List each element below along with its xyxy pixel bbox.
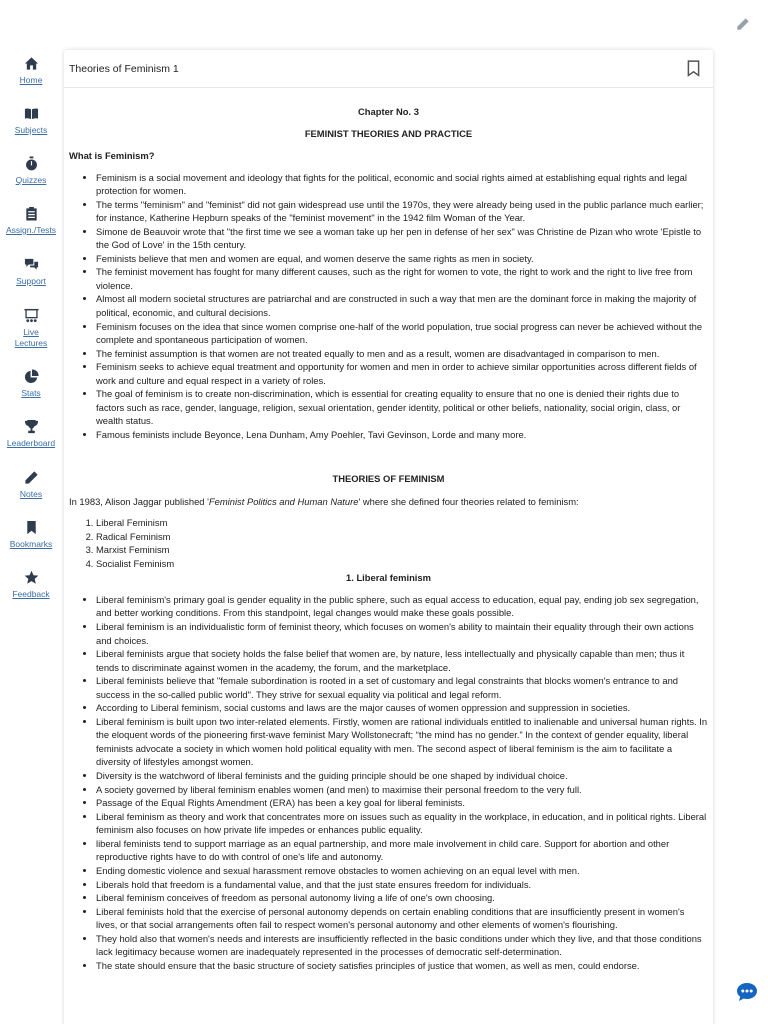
nav-item-bookmarks[interactable]	[0, 520, 62, 550]
list-item: • Liberal feminism is built upon two inter-related elements. Firstly, women are rational individuals entitled to inalienable and universal human rights. In the eloquent words of the pioneering first-wave feminist Mary Wollstonecraft; “the mind has no gender.” In the context of gender equality, liberal feminists advocate a society in which women hold political equality with men. The second aspect of liberal feminism is the aim to facilitate a diversity of lifestyles amongst women.	[96, 715, 708, 769]
card-header	[64, 50, 713, 88]
nav-label-bookmarks: Bookmarks	[9, 539, 53, 549]
list-item: • The state should ensure that the basic structure of society satisfies principles of justice that women, as well as men, could endorse.	[96, 959, 708, 973]
bookmark-icon	[24, 520, 39, 535]
list-item: • Feminists believe that men and women are equal, and women deserve the same rights as men in society.	[96, 252, 708, 266]
nav-label-live-lectures: Live Lectures	[14, 327, 48, 348]
list-item: • The feminist movement has fought for many different causes, such as the right for women to vote, the right to work and the right to live free from violence.	[96, 265, 708, 292]
list-item: 2. Radical Feminism	[96, 530, 708, 544]
nav-item-stats[interactable]	[0, 369, 62, 399]
list-item: • Famous feminists include Beyonce, Lena Dunham, Amy Poehler, Tavi Gevinson, Lorde and many more.	[96, 428, 708, 442]
stopwatch-icon	[24, 156, 39, 171]
pencil-icon	[24, 470, 39, 485]
nav-label-stats: Stats	[21, 388, 41, 398]
nav-item-leaderboard[interactable]	[0, 419, 62, 449]
nav-label-leaderboard: Leaderboard	[6, 438, 56, 448]
list-item: • A society governed by liberal feminism enables women (and men) to maximise their personal freedom to the very full.	[96, 783, 708, 797]
list-item: • Liberal feminists argue that society holds the false belief that women are, by nature, less intellectually and physically capable than men; thus it tends to discriminate against women in the academy, the forum, and the marketplace.	[96, 647, 708, 674]
what-is-feminism-list	[69, 171, 708, 442]
card-title: Theories of Feminism 1	[69, 62, 179, 75]
nav-label-quizzes: Quizzes	[15, 175, 47, 185]
nav-item-quizzes[interactable]	[0, 156, 62, 186]
nav-label-home: Home	[19, 75, 43, 85]
theories-intro	[69, 495, 708, 509]
trophy-icon	[24, 419, 39, 434]
list-item: 1. Liberal Feminism	[96, 516, 708, 530]
list-item: • Almost all modern societal structures are patriarchal and are constructed in such a way that men are the dominant force in making the majority of political, economic, and cultural decisions.	[96, 292, 708, 319]
liberal-feminism-heading: 1. Liberal feminism	[346, 572, 431, 584]
book-title: Feminist Politics and Human Nature	[208, 495, 359, 507]
chat-support-button[interactable]	[736, 982, 758, 1002]
list-item: • Feminism seeks to achieve equal treatment and opportunity for women and men in order to achieve similar opportunities across different fields of work and culture and equal respect in a variety of roles.	[96, 360, 708, 387]
nav-item-home[interactable]	[0, 56, 62, 86]
chapter-heading: Chapter No. 3	[358, 106, 419, 117]
chat-icon	[24, 257, 39, 272]
list-item: • Liberals hold that freedom is a fundamental value, and that the just state ensures freedom for individuals.	[96, 878, 708, 892]
nav-label-support: Support	[16, 276, 46, 286]
list-item: • Liberal feminism as theory and work that concentrates more on issues such as equality in the workplace, in education, and in political rights. Liberal feminism also focuses on how private life impedes or enhances public equality.	[96, 810, 708, 837]
list-item: • According to Liberal feminism, social customs and laws are the major causes of women oppression and suppression in societies.	[96, 701, 708, 715]
list-item: • Diversity is the watchword of liberal feminists and the guiding principle should be one shaped by individual choice.	[96, 769, 708, 783]
nav-item-notes[interactable]	[0, 470, 62, 500]
nav-item-subjects[interactable]	[0, 106, 62, 136]
presentation-icon	[24, 308, 39, 323]
liberal-feminism-list	[69, 593, 708, 973]
chat-bubble-icon	[736, 982, 758, 1002]
list-item: 3. Marxist Feminism	[96, 543, 708, 557]
pencil-icon	[736, 17, 750, 31]
document-card	[64, 50, 713, 1024]
clipboard-icon	[24, 206, 39, 221]
list-item: • Feminism focuses on the idea that since women comprise one-half of the world population, true social progress can never be achieved without the complete and spontaneous participation of women.	[96, 320, 708, 347]
nav-item-assign-tests[interactable]	[0, 206, 62, 236]
nav-label-subjects: Subjects	[14, 125, 48, 135]
document-content	[64, 88, 713, 972]
bookmark-outline-icon	[687, 60, 700, 77]
edit-button[interactable]	[736, 17, 752, 33]
list-item: • Liberal feminists hold that the exercise of personal autonomy depends on certain enabling conditions that are insufficiently present in women's lives, or that social arrangements often fail to respect women's personal autonomy and other elements of women's flourishing.	[96, 905, 708, 932]
list-item: • The goal of feminism is to create non-discrimination, which is essential for creating equality to ensure that no one is denied their rights due to factors such as race, gender, language, religion, sexual orientation, gender identity, political or other beliefs, nationality, social origin, class, or wealth status.	[96, 387, 708, 428]
nav-label-notes: Notes	[19, 489, 43, 499]
nav-label-assign-tests: Assign./Tests	[5, 225, 57, 235]
list-item: • Ending domestic violence and sexual harassment remove obstacles to women achieving on an equal level with men.	[96, 864, 708, 878]
list-item: • Liberal feminism is an individualistic form of feminist theory, which focuses on women's ability to maintain their equality through their own actions and choices.	[96, 620, 708, 647]
bookmark-button[interactable]	[687, 60, 701, 78]
nav-label-feedback: Feedback	[12, 589, 50, 599]
theories-heading: THEORIES OF FEMINISM	[332, 473, 445, 485]
list-item: • Liberal feminism conceives of freedom as personal autonomy living a life of one's own choosing.	[96, 891, 708, 905]
list-item: • The feminist assumption is that women are not treated equally to men and as a result, women are disadvantaged in comparison to men.	[96, 347, 708, 361]
what-is-feminism-heading: What is Feminism?	[69, 150, 155, 161]
list-item: • Feminism is a social movement and ideology that fights for the political, economic and social rights aimed at establishing equal rights and legal protection for women.	[96, 171, 708, 198]
book-icon	[24, 106, 39, 121]
list-item: • Liberal feminists believe that "female subordination is rooted in a set of customary and legal constraints that blocks women's entrance to and success in the so-called public world". They strive for sexual equality via political and legal reform.	[96, 674, 708, 701]
intro-text-end: ' where she defined four theories related to feminism:	[358, 495, 579, 507]
chapter-subtitle: FEMINIST THEORIES AND PRACTICE	[304, 127, 473, 139]
list-item: 4. Socialist Feminism	[96, 557, 708, 571]
home-icon	[24, 56, 39, 71]
theories-list	[69, 516, 708, 570]
nav-item-support[interactable]	[0, 257, 62, 287]
pie-chart-icon	[24, 369, 39, 384]
nav-item-live-lectures[interactable]	[0, 308, 62, 349]
list-item: • Simone de Beauvoir wrote that "the first time we see a woman take up her pen in defense of her sex" was Christine de Pizan who wrote 'Epistle to the God of Love' in the 15th century.	[96, 225, 708, 252]
nav-item-feedback[interactable]	[0, 570, 62, 600]
list-item: • Passage of the Equal Rights Amendment (ERA) has been a key goal for liberal feminists.	[96, 796, 708, 810]
list-item: • Liberal feminism's primary goal is gender equality in the public sphere, such as equal access to education, equal pay, ending job sex segregation, and better working conditions. From this standpoint, legal changes would make these goals possible.	[96, 593, 708, 620]
list-item: • They hold also that women's needs and interests are insufficiently reflected in the basic conditions under which they live, and that those conditions lack legitimacy because women are inadequately represented in the processes of democratic self-determination.	[96, 932, 708, 959]
list-item: • liberal feminists tend to support marriage as an equal partnership, and more male involvement in child care. Support for abortion and other reproductive rights have to do with control of one's life and autonomy.	[96, 837, 708, 864]
intro-text-start: In 1983, Alison Jaggar published '	[69, 495, 209, 507]
star-icon	[24, 570, 39, 585]
list-item: • The terms "feminism" and "feminist" did not gain widespread use until the 1970s, they were already being used in the public parlance much earlier; for instance, Katherine Hepburn speaks of the "feminist movement" in the 1942 film Woman of the Year.	[96, 198, 708, 225]
